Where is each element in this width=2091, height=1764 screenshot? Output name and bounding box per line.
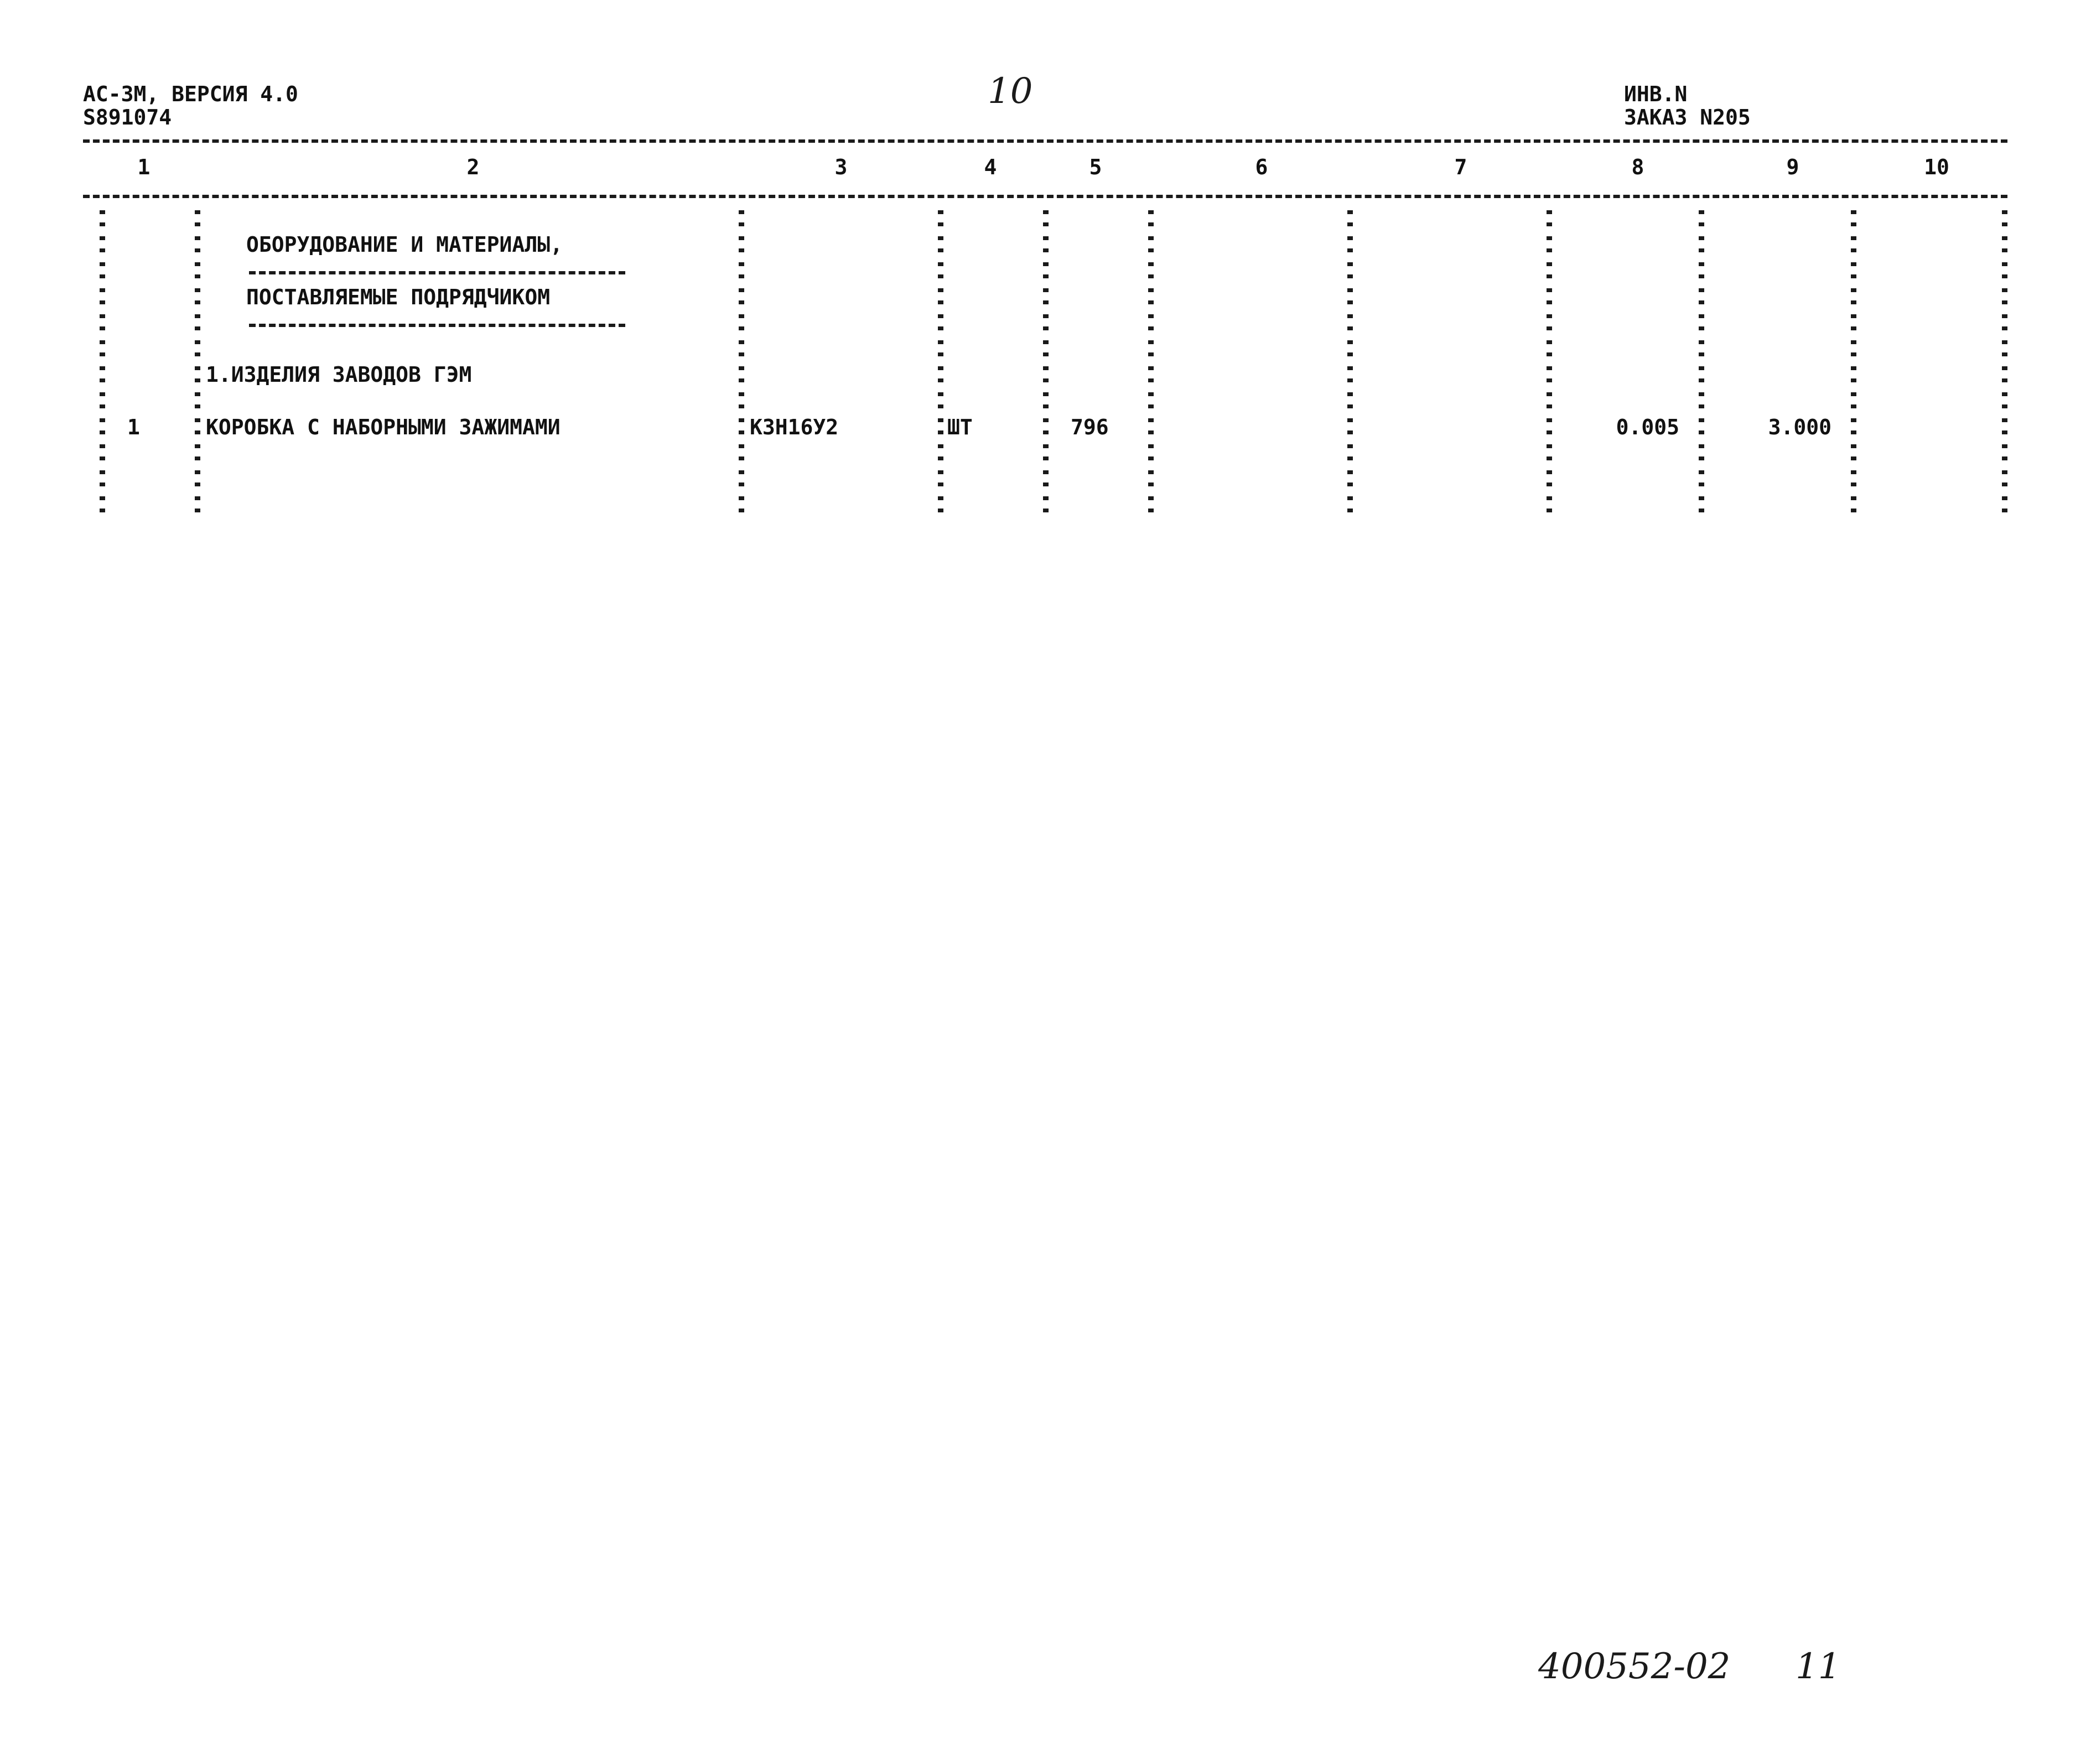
section-title-underline-2 (249, 324, 625, 327)
row-item-name: КОРОБКА С НАБОРНЫМИ ЗАЖИМАМИ (206, 415, 561, 439)
document-number-handwritten: 400552-02 (1538, 1646, 1731, 1687)
col-sep (2002, 210, 2007, 520)
section-title-underline-1 (249, 271, 625, 274)
page-number-handwritten: 11 (1796, 1646, 1841, 1687)
table-top-rule (83, 139, 2007, 143)
table-header-rule (83, 195, 2007, 198)
col-sep (100, 210, 105, 520)
row-unit-code: 796 (1071, 415, 1109, 439)
order-number: ЗАКАЗ N205 (1624, 105, 1751, 129)
col-header-8: 8 (1631, 155, 1644, 179)
inventory-label: ИНВ.N (1624, 82, 1688, 106)
col-sep (1043, 210, 1049, 520)
col-header-5: 5 (1089, 155, 1102, 179)
col-sep (1547, 210, 1552, 520)
section-title-line-2: ПОСТАВЛЯЕМЫЕ ПОДРЯДЧИКОМ (246, 285, 551, 309)
program-version: АС-3М, ВЕРСИЯ 4.0 (83, 82, 298, 106)
row-item-type: К3Н16У2 (750, 415, 839, 439)
col-sep (1699, 210, 1704, 520)
sheet-number-handwritten: 10 (988, 71, 1033, 112)
col-sep (1148, 210, 1154, 520)
row-quantity: 3.000 (1768, 415, 1831, 439)
document-code: S891074 (83, 105, 172, 129)
col-header-4: 4 (984, 155, 997, 179)
col-sep (195, 210, 200, 520)
group-heading: 1.ИЗДЕЛИЯ ЗАВОДОВ ГЭМ (206, 362, 472, 387)
col-header-2: 2 (466, 155, 480, 179)
col-header-10: 10 (1924, 155, 1949, 179)
section-title-line-1: ОБОРУДОВАНИЕ И МАТЕРИАЛЫ, (246, 232, 563, 257)
col-header-1: 1 (137, 155, 151, 179)
col-sep (938, 210, 943, 520)
col-header-7: 7 (1454, 155, 1467, 179)
row-unit: ШТ (947, 415, 973, 439)
col-header-3: 3 (834, 155, 848, 179)
col-sep (739, 210, 744, 520)
col-header-6: 6 (1255, 155, 1268, 179)
row-number: 1 (127, 415, 140, 439)
col-sep (1851, 210, 1856, 520)
col-sep (1347, 210, 1353, 520)
col-header-9: 9 (1786, 155, 1799, 179)
row-mass: 0.005 (1616, 415, 1679, 439)
